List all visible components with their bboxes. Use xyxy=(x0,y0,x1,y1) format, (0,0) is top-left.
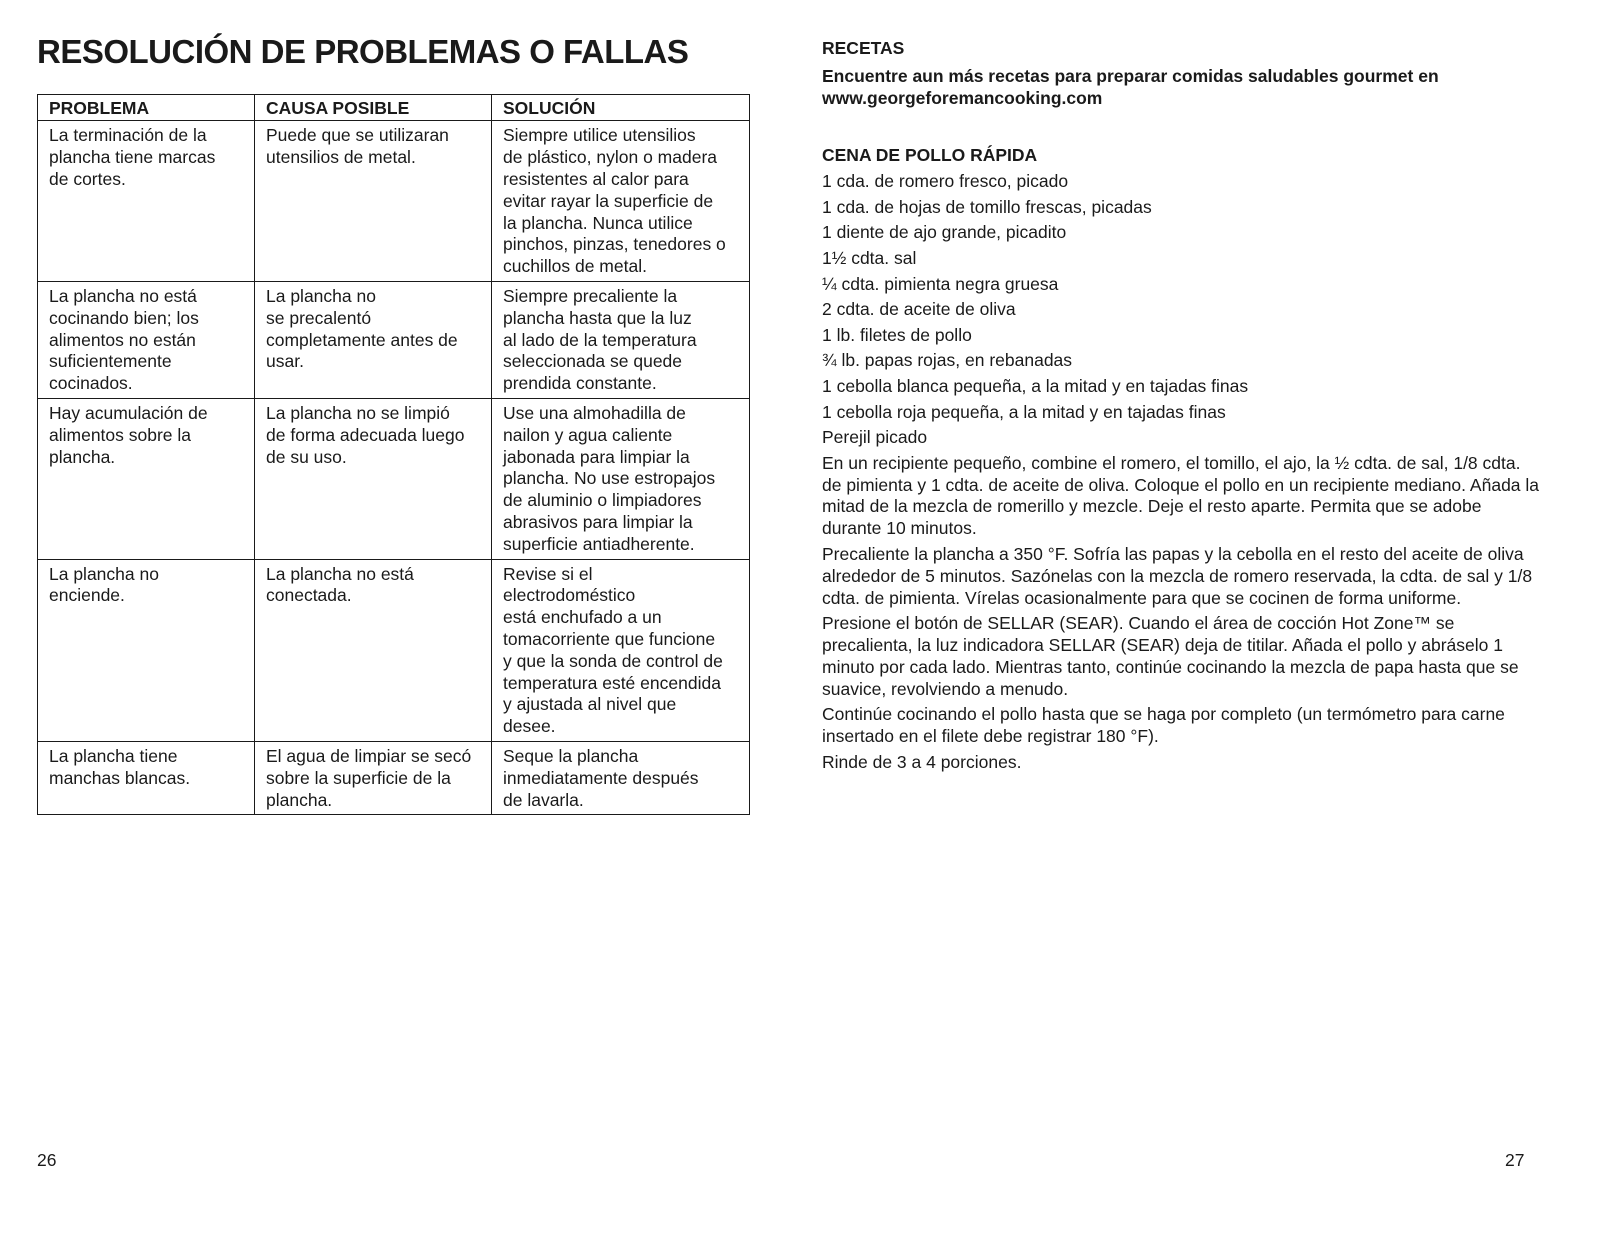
recipe-steps xyxy=(822,453,1542,774)
ingredient-item: 1 cda. de hojas de tomillo frescas, picadas xyxy=(822,196,1152,217)
cause-cell: La plancha no está conectada. xyxy=(255,559,492,741)
problem-cell: La plancha tiene manchas blancas. xyxy=(38,741,255,814)
problem-cell: Hay acumulación de alimentos sobre la plancha. xyxy=(38,398,255,559)
ingredient-item: 1½ cdta. sal xyxy=(822,247,917,268)
table-row xyxy=(38,559,750,741)
recipe-step: En un recipiente pequeño, combine el romero, el tomillo, el ajo, la ½ cdta. de sal, 1/8 cdta. de pimienta y 1 cdta. de aceite de oliva. Coloque el pollo en un recipiente mediano. Añada la mitad de la mezcla de romerillo y mezcle. Deje el resto aparte. Permita que se adobe durante 10 minutos. xyxy=(822,452,1540,539)
problem-cell: La plancha no está cocinando bien; los alimentos no están suficientemente cocinados. xyxy=(38,281,255,398)
column-header-problem: PROBLEMA xyxy=(38,94,255,121)
cause-cell: La plancha no se limpió de forma adecuada luego de su uso. xyxy=(255,398,492,559)
solution-cell: Seque la plancha inmediatamente después de lavarla. xyxy=(492,741,750,814)
column-header-cause: CAUSA POSIBLE xyxy=(255,94,492,121)
table-row xyxy=(38,281,750,398)
ingredient-item: ¼ cdta. pimienta negra gruesa xyxy=(822,273,1059,294)
recipe-step: Continúe cocinando el pollo hasta que se haga por completo (un termómetro para carne insertado en el filete debe registrar 180 °F). xyxy=(822,704,1505,747)
ingredient-item: 1 lb. filetes de pollo xyxy=(822,324,972,345)
section-label-recipes: RECETAS xyxy=(822,38,905,58)
solution-cell: Siempre utilice utensilios de plástico, nylon o madera resistentes al calor para evitar rayar la superficie de la plancha. Nunca utilice pinchos, pinzas, tenedores o cuchillos de metal. xyxy=(492,121,750,282)
cause-cell: La plancha no se precalentó completamente antes de usar. xyxy=(255,281,492,398)
table-row xyxy=(38,121,750,282)
table-header-row xyxy=(38,94,750,121)
page-number-left: 26 xyxy=(37,1150,57,1170)
recipes-intro: Encuentre aun más recetas para preparar comidas saludables gourmet en www.georgeforemancooking.com xyxy=(822,65,1439,108)
page-title: RESOLUCIÓN DE PROBLEMAS O FALLAS xyxy=(37,33,689,70)
recipe-title: CENA DE POLLO RÁPIDA xyxy=(822,145,1038,166)
ingredient-list xyxy=(822,171,1542,449)
troubleshooting-table xyxy=(37,94,750,816)
ingredient-item: 1 cebolla roja pequeña, a la mitad y en tajadas finas xyxy=(822,401,1226,422)
recipe-step: Precaliente la plancha a 350 °F. Sofría las papas y la cebolla en el resto del aceite de oliva alrededor de 5 minutos. Sazónelas con la mezcla de romero reservada, la cdta. de sal y 1/8 cdta. de pimienta. Vírelas ocasionalmente para que se cocinen de forma uniforme. xyxy=(822,543,1533,608)
left-page xyxy=(37,32,749,815)
recipe-step: Rinde de 3 a 4 porciones. xyxy=(822,752,1022,773)
cause-cell: Puede que se utilizaran utensilios de metal. xyxy=(255,121,492,282)
table-row xyxy=(38,398,750,559)
column-header-solution: SOLUCIÓN xyxy=(492,94,750,121)
ingredient-item: 1 cebolla blanca pequeña, a la mitad y en tajadas finas xyxy=(822,375,1249,396)
recipe-step: Presione el botón de SELLAR (SEAR). Cuando el área de cocción Hot Zone™ se precalienta, la luz indicadora SELLAR (SEAR) deja de titilar. Añada el pollo y abráselo 1 minuto por cada lado. Mientras tanto, continúe cocinando la mezcla de papa hasta que se suavice, revolviendo a menudo. xyxy=(822,613,1519,699)
table-row xyxy=(38,741,750,814)
solution-cell: Use una almohadilla de nailon y agua caliente jabonada para limpiar la plancha. No use estropajos de aluminio o limpiadores abrasivos para limpiar la superficie antiadherente. xyxy=(492,398,750,559)
ingredient-item: 1 diente de ajo grande, picadito xyxy=(822,222,1067,243)
page-number-right: 27 xyxy=(1505,1150,1525,1170)
cause-cell: El agua de limpiar se secó sobre la superficie de la plancha. xyxy=(255,741,492,814)
ingredient-item: 1 cda. de romero fresco, picado xyxy=(822,171,1069,192)
right-page xyxy=(822,38,1542,778)
ingredient-item: Perejil picado xyxy=(822,427,928,448)
problem-cell: La terminación de la plancha tiene marcas de cortes. xyxy=(38,121,255,282)
solution-cell: Revise si el electrodoméstico está enchufado a un tomacorriente que funcione y que la sonda de control de temperatura esté encendida y ajustada al nivel que desee. xyxy=(492,559,750,741)
solution-cell: Siempre precaliente la plancha hasta que la luz al lado de la temperatura seleccionada se quede prendida constante. xyxy=(492,281,750,398)
problem-cell: La plancha no enciende. xyxy=(38,559,255,741)
ingredient-item: ¾ lb. papas rojas, en rebanadas xyxy=(822,350,1073,371)
ingredient-item: 2 cdta. de aceite de oliva xyxy=(822,299,1016,320)
